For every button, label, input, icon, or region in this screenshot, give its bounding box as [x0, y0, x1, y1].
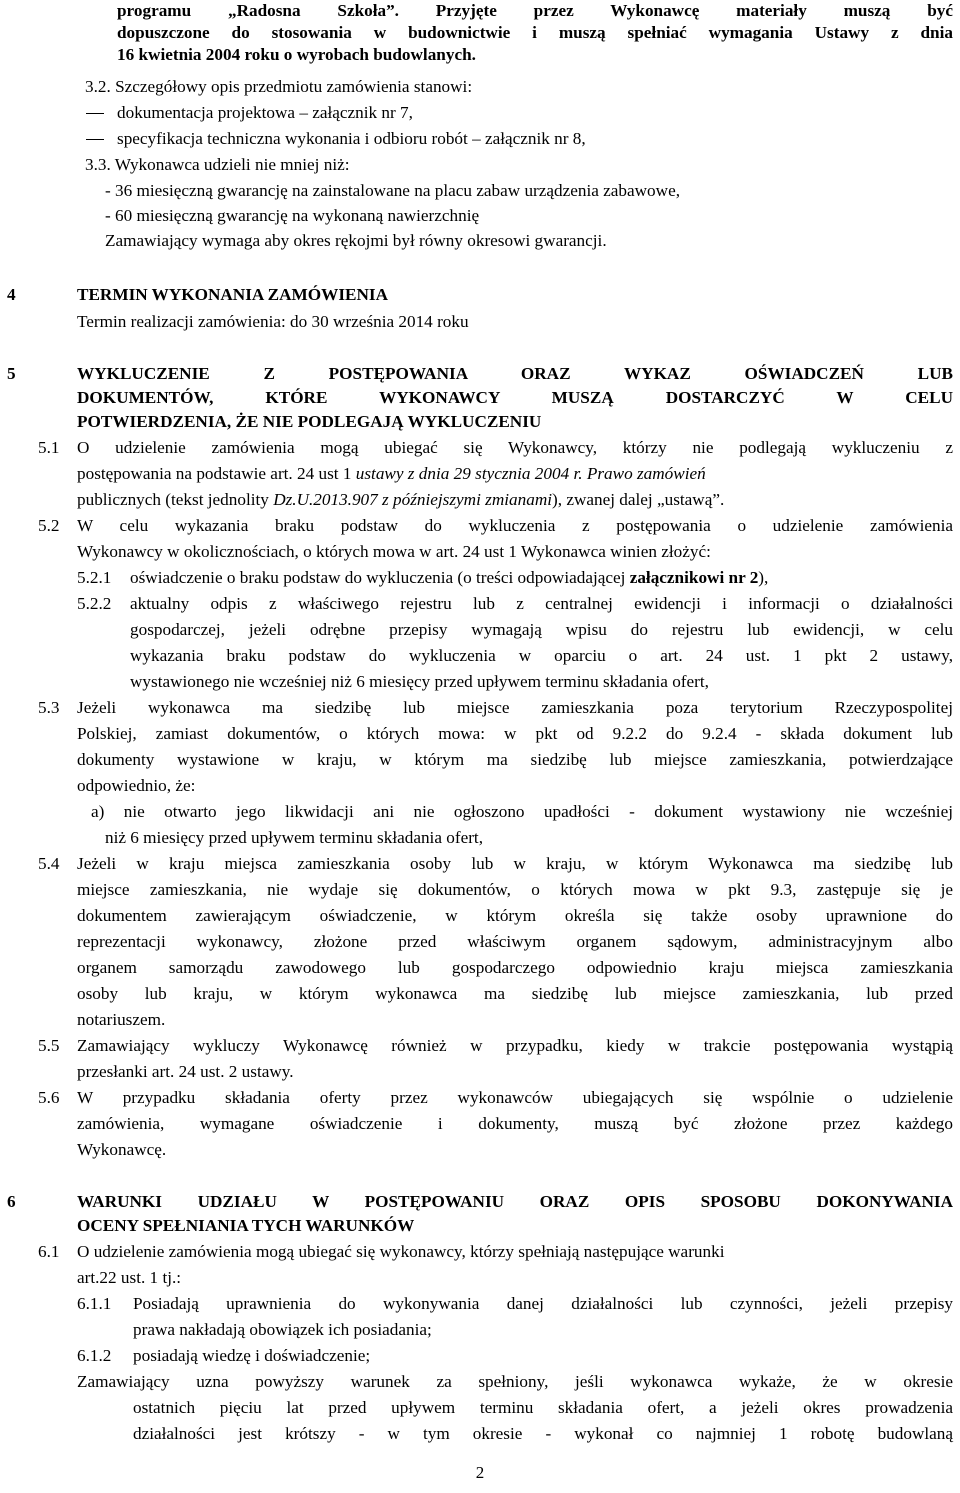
text-line: art.22 ust. 1 tj.:	[77, 1268, 182, 1287]
paragraph-number: 5.2.1	[77, 568, 112, 587]
text-line: dokumenty wystawione w kraju, w którym ma siedzibę lub miejsce zamieszkania, potwierdzające	[77, 750, 953, 769]
text-line: osoby lub kraju, w którym wykonawca ma siedzibę lub miejsce zamieszkania, lub przed	[77, 984, 953, 1003]
text-line	[77, 489, 724, 511]
text-span-italic: ustawy z dnia 29 stycznia 2004 r. Prawo zamówień	[355, 464, 706, 483]
dash-bullet	[86, 139, 104, 140]
text-line: ostatnich pięciu lat przed upływem terminu składania ofert, a jeżeli okres prowadzenia	[133, 1398, 953, 1417]
text-line	[77, 463, 706, 485]
paragraph-number: 5.2	[38, 516, 60, 535]
text-line: miejsce zamieszkania, nie wydaje się dokumentów, o których mowa w pkt 9.3, zastępuje się je	[77, 880, 953, 899]
text-line: prawa nakładają obowiązek ich posiadania;	[133, 1320, 432, 1339]
text-line: specyfikacja techniczna wykonania i odbioru robót – załącznik nr 8,	[117, 129, 586, 148]
paragraph-number: 6.1.2	[77, 1346, 112, 1365]
text-span: oświadczenie o braku podstaw do wykluczenia (o treści odpowiadającej	[130, 568, 630, 587]
text-line	[130, 567, 768, 589]
section-title: WARUNKI UDZIAŁU W POSTĘPOWANIU ORAZ OPIS SPOSOBU DOKONYWANIA	[77, 1192, 953, 1211]
text-line: wystawionego nie wcześniej niż 6 miesięcy przed upływem terminu składania ofert,	[130, 672, 709, 691]
text-line: Termin realizacji zamówienia: do 30 września 2014 roku	[77, 312, 469, 331]
text-line: reprezentacji wykonawcy, złożone przed właściwym organem sądowym, administracyjnym albo	[77, 932, 953, 951]
text-line: dokumentacja projektowa – załącznik nr 7,	[117, 103, 413, 122]
text-span: ),	[758, 568, 769, 587]
text-line: O udzielenie zamówienia mogą ubiegać się wykonawcy, którzy spełniają następujące warunki	[77, 1242, 725, 1261]
text-line: zamówienia, wymagane oświadczenie i dokumenty, muszą być złożone przez każdego	[77, 1114, 953, 1133]
text-line: O udzielenie zamówienia mogą ubiegać się Wykonawcy, którzy nie podlegają wykluczeniu z	[77, 438, 953, 457]
text-line: Wykonawcę.	[77, 1140, 167, 1159]
text-line: Zamawiający wymaga aby okres rękojmi był równy okresowi gwarancji.	[105, 231, 607, 250]
text-line: W celu wykazania braku podstaw do wykluczenia z postępowania o udzielenie zamówienia	[77, 516, 953, 535]
section-title: TERMIN WYKONANIA ZAMÓWIENIA	[77, 285, 388, 304]
text-line: gospodarczej, jeżeli odrębne przepisy wymagają wpisu do rejestru lub ewidencji, w celu	[130, 620, 953, 639]
paragraph-number: 6.1.1	[77, 1294, 112, 1313]
text-line: Zamawiający uzna powyższy warunek za spełniony, jeśli wykonawca wykaże, że w okresie	[77, 1372, 953, 1391]
text-span-bold: załącznikowi nr 2	[629, 568, 759, 587]
text-line: programu „Radosna Szkoła”. Przyjęte przez Wykonawcę materiały muszą być	[117, 1, 953, 20]
paragraph-number: 6.1	[38, 1242, 60, 1261]
text-line: - 36 miesięczną gwarancję na zainstalowane na placu zabaw urządzenia zabawowe,	[105, 181, 680, 200]
dash-bullet	[86, 113, 104, 114]
text-line: Posiadają uprawnienia do wykonywania danej działalności lub czynności, jeżeli przepisy	[133, 1294, 953, 1313]
page-number: 2	[475, 1463, 485, 1482]
text-line: W przypadku składania oferty przez wykonawców ubiegających się wspólnie o udzielenie	[77, 1088, 953, 1107]
text-line: 16 kwietnia 2004 roku o wyrobach budowlanych.	[117, 45, 476, 64]
text-line: przesłanki art. 24 ust. 2 ustawy.	[77, 1062, 294, 1081]
text-line: Polskiej, zamiast dokumentów, o których mowa: w pkt od 9.2.2 do 9.2.4 - składa dokument lub	[77, 724, 953, 743]
text-span: publicznych (tekst jednolity	[77, 490, 274, 509]
paragraph-number: 5.6	[38, 1088, 60, 1107]
text-line: Zamawiający wykluczy Wykonawcę również w przypadku, kiedy w trakcie postępowania wystąpią	[77, 1036, 953, 1055]
paragraph-number: 5.5	[38, 1036, 60, 1055]
text-line: wykazania braku podstaw do wykluczenia w oparciu o art. 24 ust. 1 pkt 2 ustawy,	[130, 646, 953, 665]
text-line: Wykonawcy w okolicznościach, o których mowa w art. 24 ust 1 Wykonawca winien złożyć:	[77, 542, 711, 561]
text-span: postępowania na podstawie art. 24 ust 1	[77, 464, 356, 483]
paragraph-number: 5.4	[38, 854, 60, 873]
text-line: dopuszczone do stosowania w budownictwie i muszą spełniać wymagania Ustawy z dnia	[117, 23, 953, 42]
text-line: a) nie otwarto jego likwidacji ani nie ogłoszono upadłości - dokument wystawiony nie wcześniej	[91, 802, 953, 821]
section-number: 4	[7, 285, 16, 304]
paragraph-number: 5.2.2	[77, 594, 112, 613]
text-line: Jeżeli wykonawca ma siedzibę lub miejsce zamieszkania poza terytorium Rzeczypospolitej	[77, 698, 953, 717]
paragraph-number: 5.3	[38, 698, 60, 717]
text-line: Jeżeli w kraju miejsca zamieszkania osoby lub w kraju, w którym Wykonawca ma siedzibę lub	[77, 854, 953, 873]
text-line: odpowiednio, że:	[77, 776, 196, 795]
section-number: 5	[7, 364, 16, 383]
section-title: DOKUMENTÓW, KTÓRE WYKONAWCY MUSZĄ DOSTARCZYĆ W CELU	[77, 388, 953, 407]
text-line: aktualny odpis z właściwego rejestru lub z centralnej ewidencji i informacji o działalności	[130, 594, 953, 613]
paragraph-number: 5.1	[38, 438, 60, 457]
text-line: niż 6 miesięcy przed upływem terminu składania ofert,	[105, 828, 483, 847]
text-line: 3.2. Szczegółowy opis przedmiotu zamówienia stanowi:	[85, 77, 473, 96]
text-line: działalności jest krótszy - w tym okresie - wykonał co najmniej 1 robotę budowlaną	[133, 1424, 953, 1443]
text-line: notariuszem.	[77, 1010, 166, 1029]
text-line: organem samorządu zawodowego lub gospodarczego odpowiednio kraju miejsca zamieszkania	[77, 958, 953, 977]
text-span: ), zwanej dalej „ustawą”.	[552, 490, 725, 509]
text-line: posiadają wiedzę i doświadczenie;	[133, 1346, 371, 1365]
section-title: WYKLUCZENIE Z POSTĘPOWANIA ORAZ WYKAZ OŚWIADCZEŃ LUB	[77, 364, 953, 383]
section-title: OCENY SPEŁNIANIA TYCH WARUNKÓW	[77, 1216, 415, 1235]
section-number: 6	[7, 1192, 16, 1211]
section-title: POTWIERDZENIA, ŻE NIE PODLEGAJĄ WYKLUCZENIU	[77, 412, 542, 431]
text-line: - 60 miesięczną gwarancję na wykonaną nawierzchnię	[105, 206, 480, 225]
text-line: dokumentem zawierającym oświadczenie, w którym określa się także osoby uprawnione do	[77, 906, 953, 925]
text-line: 3.3. Wykonawca udzieli nie mniej niż:	[85, 155, 350, 174]
text-span-italic: Dz.U.2013.907 z późniejszymi zmianami	[273, 490, 553, 509]
